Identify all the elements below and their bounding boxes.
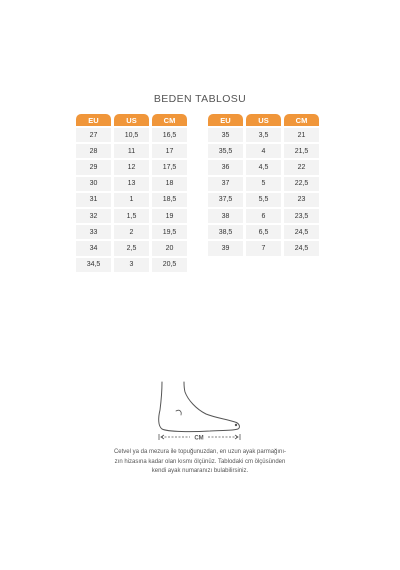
cell-eu: 38 <box>208 209 243 223</box>
cell-us: 13 <box>114 177 149 191</box>
cell-us: 6,5 <box>246 225 281 239</box>
table-row <box>76 160 187 174</box>
cell-eu: 36 <box>208 160 243 174</box>
measure-label: CM <box>194 435 204 442</box>
table-row <box>76 128 187 142</box>
cell-cm: 23,5 <box>284 209 319 223</box>
cell-cm: 21,5 <box>284 144 319 158</box>
cell-eu: 27 <box>76 128 111 142</box>
table-row <box>208 241 319 255</box>
cell-cm: 19 <box>152 209 187 223</box>
cell-eu: 29 <box>76 160 111 174</box>
cell-us: 7 <box>246 241 281 255</box>
table-row <box>208 193 319 207</box>
cell-us: 11 <box>114 144 149 158</box>
size-table-right <box>205 112 322 258</box>
table-header-row <box>208 114 319 126</box>
size-table-left <box>73 112 190 274</box>
table-row <box>76 144 187 158</box>
cell-eu: 35 <box>208 128 243 142</box>
cell-cm: 20 <box>152 241 187 255</box>
foot-outline-icon <box>152 378 248 444</box>
table-header-row <box>76 114 187 126</box>
page-title: BEDEN TABLOSU <box>153 93 247 105</box>
cell-us: 1,5 <box>114 209 149 223</box>
cell-us: 2,5 <box>114 241 149 255</box>
cell-eu: 35,5 <box>208 144 243 158</box>
cell-eu: 34 <box>76 241 111 255</box>
column-header-eu: EU <box>76 114 111 126</box>
cell-eu: 33 <box>76 225 111 239</box>
cell-cm: 18,5 <box>152 193 187 207</box>
cell-eu: 38,5 <box>208 225 243 239</box>
table-row <box>76 225 187 239</box>
cell-eu: 37 <box>208 177 243 191</box>
cell-cm: 24,5 <box>284 241 319 255</box>
cell-us: 6 <box>246 209 281 223</box>
table-row <box>208 160 319 174</box>
cell-us: 1 <box>114 193 149 207</box>
column-header-us: US <box>114 114 149 126</box>
cell-eu: 39 <box>208 241 243 255</box>
cell-us: 5 <box>246 177 281 191</box>
foot-measurement-diagram <box>152 378 248 449</box>
cell-us: 4,5 <box>246 160 281 174</box>
cell-us: 3,5 <box>246 128 281 142</box>
table-row <box>76 241 187 255</box>
cell-cm: 19,5 <box>152 225 187 239</box>
table-row <box>208 225 319 239</box>
table-row <box>208 209 319 223</box>
column-header-eu: EU <box>208 114 243 126</box>
column-header-cm: CM <box>152 114 187 126</box>
cell-cm: 17 <box>152 144 187 158</box>
cell-cm: 24,5 <box>284 225 319 239</box>
cell-cm: 17,5 <box>152 160 187 174</box>
table-row <box>76 193 187 207</box>
column-header-us: US <box>246 114 281 126</box>
table-row <box>76 177 187 191</box>
cell-eu: 32 <box>76 209 111 223</box>
cell-eu: 37,5 <box>208 193 243 207</box>
cell-cm: 23 <box>284 193 319 207</box>
cell-cm: 22 <box>284 160 319 174</box>
cell-eu: 34,5 <box>76 258 111 272</box>
cell-us: 10,5 <box>114 128 149 142</box>
cell-us: 4 <box>246 144 281 158</box>
table-row <box>76 258 187 272</box>
table-row <box>208 144 319 158</box>
caption-line: zın hizasına kadar olan kısmı ölçünüz. Tablodaki cm ölçüsünden <box>114 458 286 465</box>
table-row <box>76 209 187 223</box>
cell-eu: 28 <box>76 144 111 158</box>
cell-us: 2 <box>114 225 149 239</box>
cell-us: 12 <box>114 160 149 174</box>
cell-cm: 16,5 <box>152 128 187 142</box>
cell-cm: 22,5 <box>284 177 319 191</box>
table-row <box>208 177 319 191</box>
instruction-caption <box>80 448 320 477</box>
caption-line: kendi ayak numaranızı bulabilirsiniz. <box>151 468 249 474</box>
column-header-cm: CM <box>284 114 319 126</box>
cell-cm: 18 <box>152 177 187 191</box>
table-row <box>208 128 319 142</box>
cell-us: 5,5 <box>246 193 281 207</box>
cell-eu: 31 <box>76 193 111 207</box>
cell-us: 3 <box>114 258 149 272</box>
cell-cm: 20,5 <box>152 258 187 272</box>
cell-eu: 30 <box>76 177 111 191</box>
cell-cm: 21 <box>284 128 319 142</box>
caption-line: Cetvel ya da mezura ile topuğunuzdan, en uzun ayak parmağını- <box>113 449 287 455</box>
